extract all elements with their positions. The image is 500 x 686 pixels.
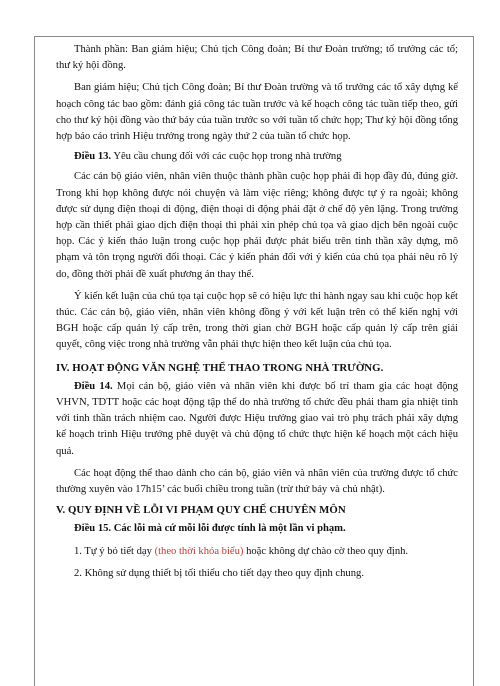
paragraph-sports-schedule: Các hoạt động thể thao dành cho cán bộ, giáo viên và nhân viên của trường được tổ chức thường xuyên vào 17h15’ các buổi chiều trong tuần (trừ thứ bảy và chủ nhật). <box>56 467 458 496</box>
section-v-heading: V. QUY ĐỊNH VỀ LỖI VI PHẠM QUY CHẾ CHUYÊN MÔN <box>56 504 346 517</box>
item-1-red-note: (theo thời khóa biểu) <box>154 545 244 557</box>
item-1-text-a: 1. Tự ý bỏ tiết dạy <box>74 545 155 557</box>
item-1-text-b: hoặc không dự chào cờ theo quy định. <box>243 545 409 557</box>
article-14-label: Điều 14. <box>74 380 113 392</box>
paragraph-conclusion: Ý kiến kết luận của chủ tọa tại cuộc họp sẽ có hiệu lực thi hành ngay sau khi cuộc họp kết thúc. Các cán bộ, giáo viên, nhân viên không đồng ý với kết luận trên có thể kiến nghị với BGH hoặc cấp quản lý cấp trên, trong thời gian chờ BGH hoặc cấp quản lý cấp trên giải quyết, công việc trong nhà trường vẫn phải thực hiện theo kết luận của chủ tọa. <box>56 290 458 351</box>
paragraph-planning: Ban giám hiệu; Chủ tịch Công đoàn; Bí thư Đoàn trường và tổ trưởng các tổ xây dựng kế hoạch công tác bao gồm: đánh giá công tác tuần trước và kế hoạch công tác tuần tiếp theo, gửi cho thư ký hội đồng vào thứ bảy của tuần trước so với tuần tổ chức họp; Thư ký hội đồng tổng hợp báo cáo trình Hiệu trưởng trong ngày thứ 2 của tuần tổ chức họp. <box>56 82 458 143</box>
article-13-title: Yêu cầu chung đối với các cuộc họp trong nhà trường <box>111 151 342 163</box>
paragraph-meeting-rules: Các cán bộ giáo viên, nhân viên thuộc thành phần cuộc họp phải đi họp đầy đủ, đúng giờ. Trong khi họp không được nói chuyện và làm việc riêng; không được tự ý ra ngoài; không được sử dụng điện thoại di động, điện thoại di động phải đặt ở chế độ yên lặng. Trong trường hợp cần thiết phải giao dịch điện thoại thì phải xin phép chủ tọa và giao dịch bên ngoài cuộc họp. Các ý kiến thảo luận trong cuộc họp phải được phát biểu trên tinh thần xây dựng, mô phạm và tôn trọng người đối thoại. Các ý kiến phản đối với ý kiến của chủ tọa phải nêu rõ lý do, đồng thời phải đề xuất phương án thay thế. <box>56 171 458 280</box>
article-15-heading: Điều 15. Các lỗi mà cứ mỗi lỗi được tính là một lần vi phạm. <box>74 523 346 535</box>
paragraph-composition: Thành phần: Ban giám hiệu; Chủ tịch Công đoàn; Bí thư Đoàn trường; tổ trưởng các tổ; thư ký hội đồng. <box>56 44 458 72</box>
article-14-text: Mọi cán bộ, giáo viên và nhân viên khi được bố trí tham gia các hoạt động VHVN, TDTT hoặc các hoạt động tập thể do nhà trường tổ chức đều phải tham gia nhiệt tình với tinh thần trách nhiệm cao. Người được Hiệu trưởng giao vai trò phụ trách phải xây dựng kế hoạch trình Hiệu trưởng phê duyệt và chủ động tổ chức thực hiện kế hoạch một cách hiệu quả. <box>56 380 459 457</box>
section-iv-heading: IV. HOẠT ĐỘNG VĂN NGHỆ THỂ THAO TRONG NHÀ TRƯỜNG. <box>56 361 384 374</box>
article-13-label: Điều 13. <box>74 151 112 163</box>
document-body <box>56 38 458 582</box>
article-14-paragraph <box>56 379 458 460</box>
violation-item-2: 2. Không sử dụng thiết bị tối thiểu cho tiết dạy theo quy định chung. <box>74 567 364 579</box>
violation-item-1 <box>56 544 458 560</box>
article-13-heading <box>56 149 458 165</box>
